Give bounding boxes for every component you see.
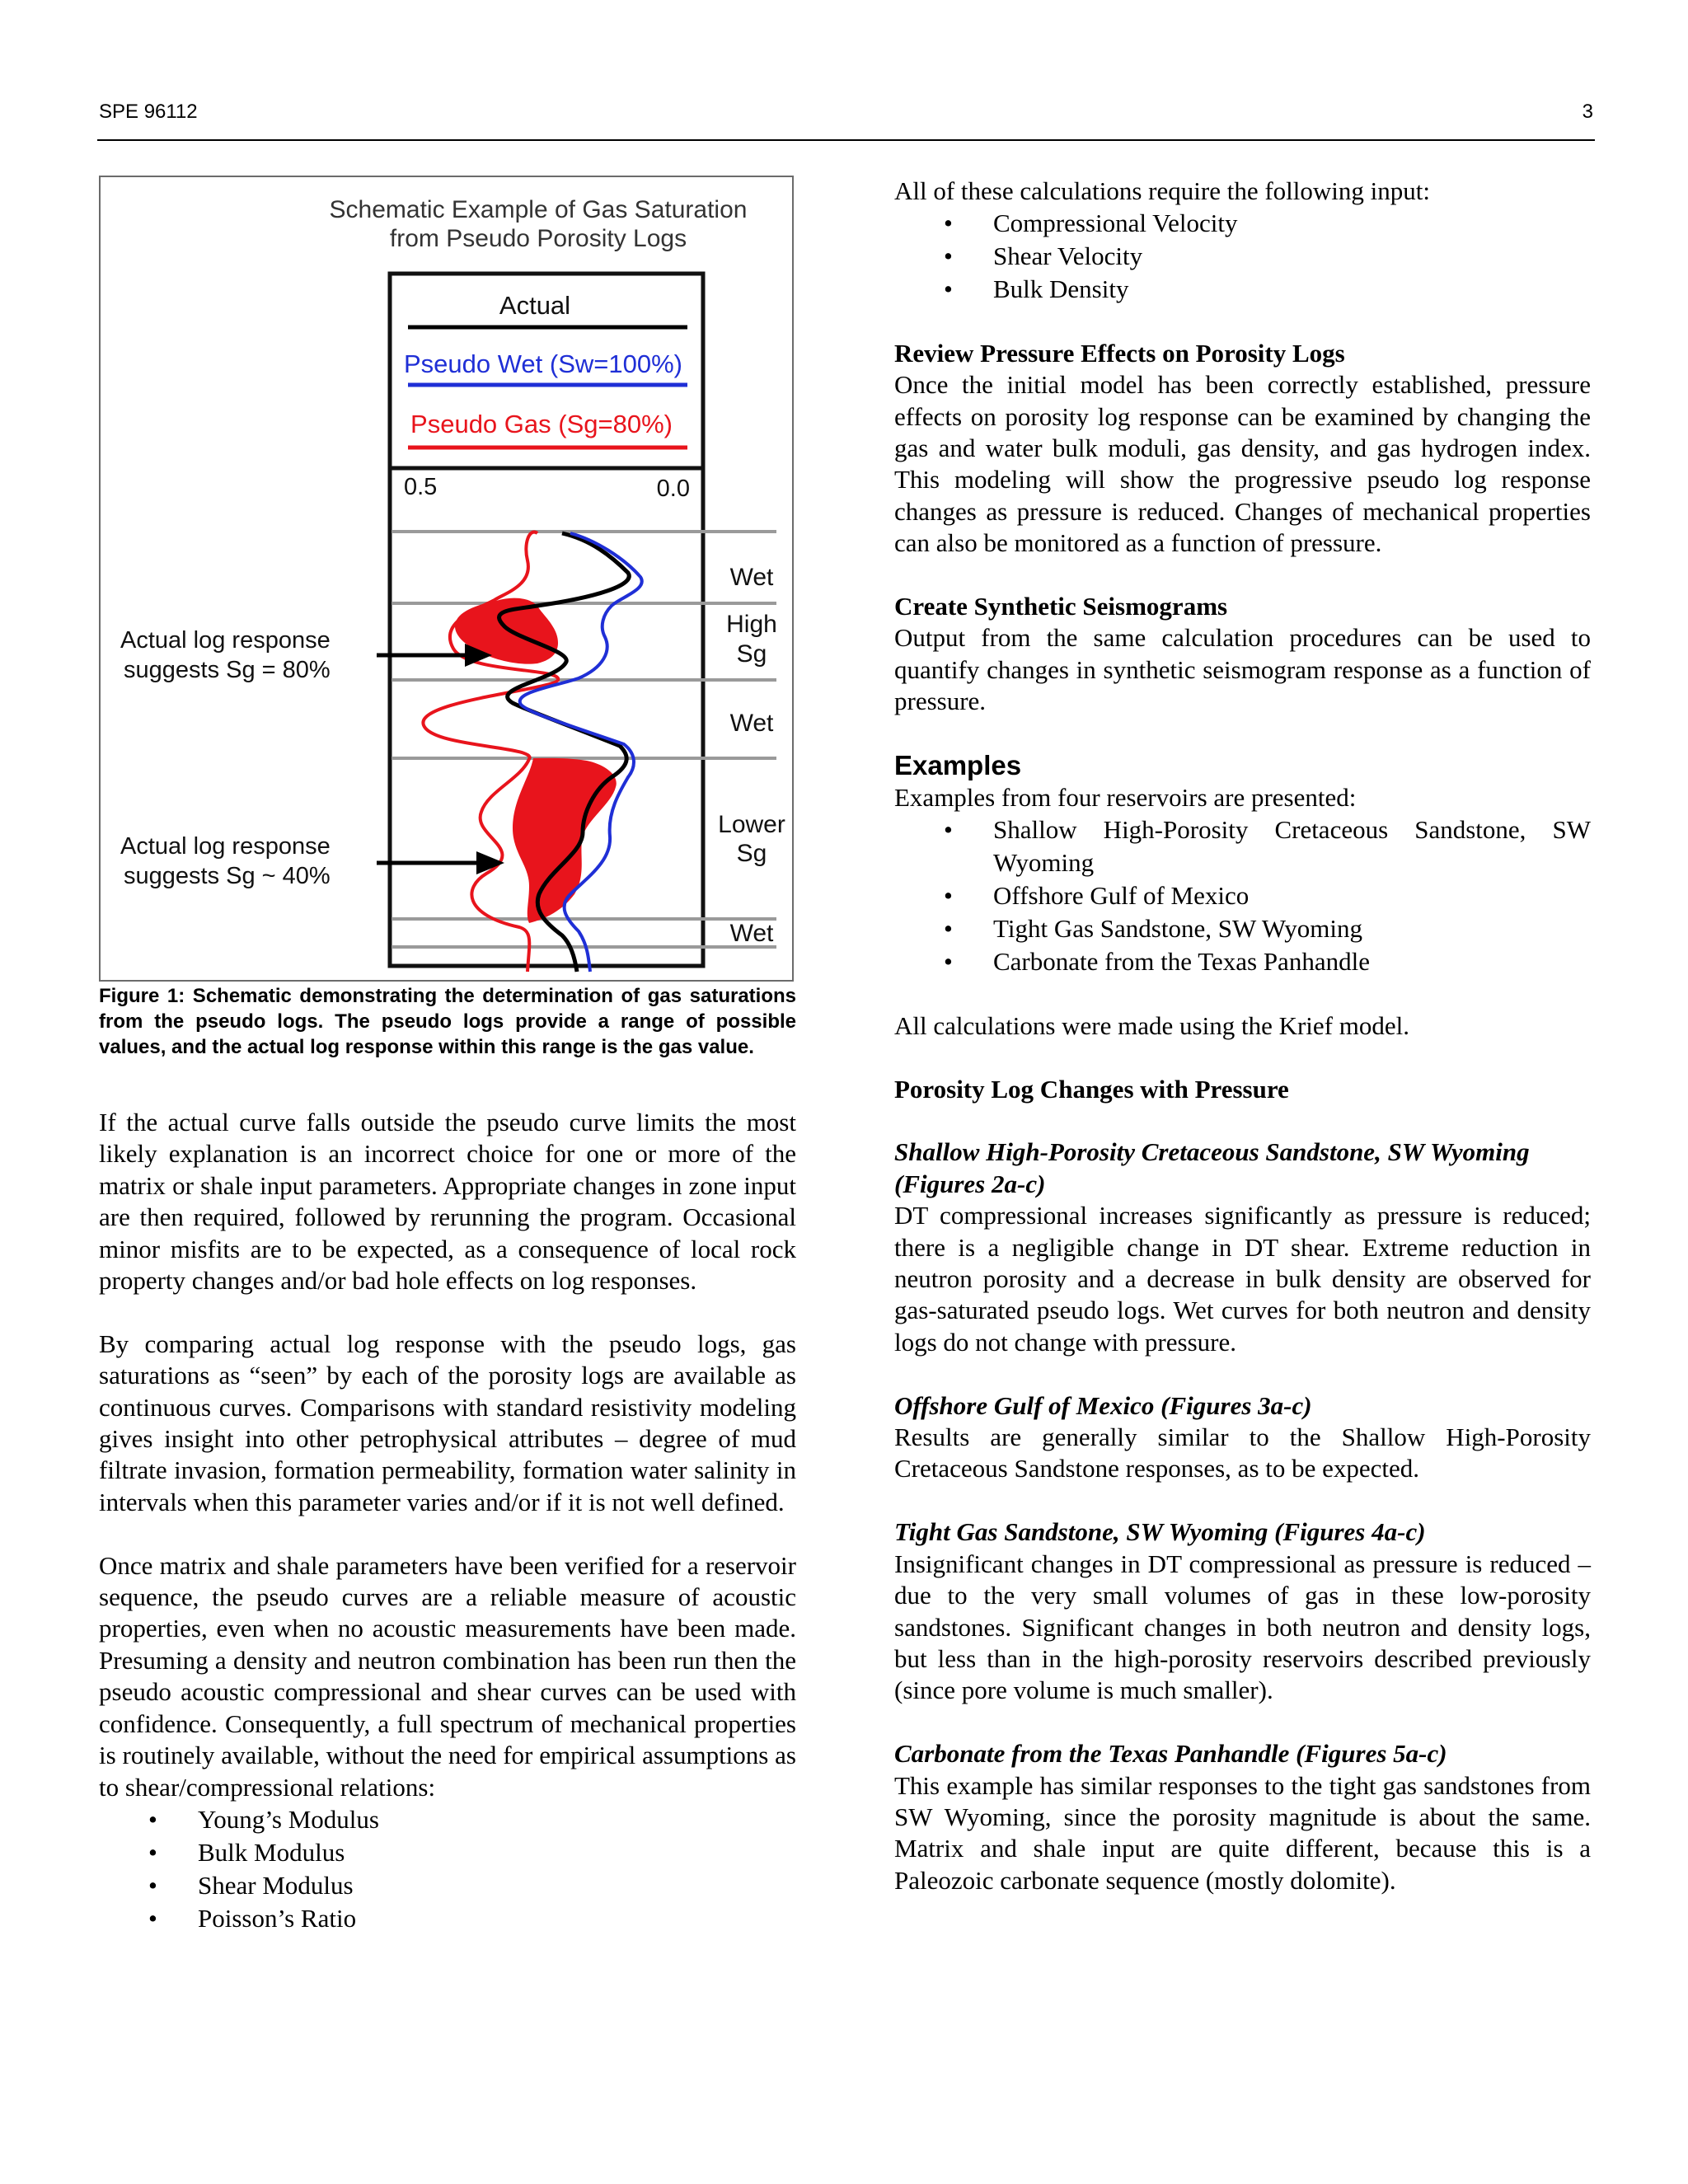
zone-label-wet-3: Wet	[729, 920, 774, 947]
zone-label-high-sg-2: Sg	[736, 640, 767, 668]
left-column	[99, 1107, 796, 1935]
scale-right-label: 0.0	[656, 476, 690, 502]
section-heading: Review Pressure Effects on Porosity Logs	[894, 338, 1345, 368]
subsection-heading: Tight Gas Sandstone, SW Wyoming (Figures 4a-c)	[894, 1517, 1426, 1547]
paragraph: Examples from four reservoirs are presented:	[894, 783, 1357, 813]
legend-actual-label: Actual	[499, 291, 571, 320]
input-list	[894, 207, 1591, 306]
subsection-heading: Offshore Gulf of Mexico (Figures 3a-c)	[894, 1390, 1312, 1420]
legend-gas-label: Pseudo Gas (Sg=80%)	[410, 410, 673, 438]
list-item: • Shear Velocity	[894, 240, 1591, 273]
list-item: • Shallow High-Porosity Cretaceous Sandstone, SW Wyoming	[894, 813, 1591, 879]
header-rule	[97, 139, 1595, 141]
zone-label-high-sg-1: High	[726, 611, 777, 638]
section-heading: Porosity Log Changes with Pressure	[894, 1074, 1289, 1104]
annotation-1-line1: Actual log response	[120, 627, 331, 654]
zone-label-lower-sg-2: Sg	[736, 840, 767, 867]
subsection-heading: Carbonate from the Texas Panhandle (Figures 5a-c)	[894, 1739, 1447, 1769]
figure-title-line2: from Pseudo Porosity Logs	[389, 225, 687, 252]
paragraph: Insignificant changes in DT compressional as pressure is reduced – due to the very small volumes of gas in these low-porosity sandstones. Significant changes in both neutron and density logs, but less than in the high-porosity reservoirs described previously (since pore volume is much smaller).	[894, 1549, 1591, 1705]
list-item: • Compressional Velocity	[894, 207, 1591, 240]
legend-wet-label: Pseudo Wet (Sw=100%)	[403, 349, 683, 378]
right-column	[894, 176, 1591, 1896]
paragraph: Once matrix and shale parameters have been verified for a reservoir sequence, the pseudo curves are a reliable measure of acoustic properties, even when no acoustic measurements have been made. Presuming a density and neutron combination has been run then the pseudo acoustic compressional and shear curves can be used with confidence. Consequently, a full spectrum of mechanical properties is routinely available, without the need for empirical assumptions as to shear/compressional relations:	[99, 1550, 796, 1802]
zone-label-wet-1: Wet	[729, 564, 774, 591]
paragraph: This example has similar responses to the tight gas sandstones from SW Wyoming, since the porosity magnitude is about the same. Matrix and shale input are quite different, because this is a Paleozoic carbonate sequence (mostly dolomite).	[894, 1770, 1591, 1895]
paragraph: Results are generally similar to the Shallow High-Porosity Cretaceous Sandstone responses, as to be expected.	[894, 1422, 1591, 1483]
list-item: • Offshore Gulf of Mexico	[894, 879, 1591, 912]
list-item: • Young’s Modulus	[99, 1803, 796, 1836]
list-item: • Tight Gas Sandstone, SW Wyoming	[894, 912, 1591, 945]
list-item: • Bulk Modulus	[99, 1836, 796, 1869]
paragraph: Output from the same calculation procedures can be used to quantify changes in synthetic seismogram response as a function of pressure.	[894, 623, 1591, 716]
examples-list	[894, 813, 1591, 978]
figure-caption: Figure 1: Schematic demonstrating the determination of gas saturations from the pseudo logs. The pseudo logs provide a range of possible values, and the actual log response within this range is the gas value.	[99, 985, 796, 1058]
scale-left-label: 0.5	[404, 474, 438, 500]
zone-label-lower-sg-1: Lower	[718, 811, 785, 838]
paragraph: All of these calculations require the following input:	[894, 176, 1430, 205]
list-item: • Bulk Density	[894, 273, 1591, 306]
zone-label-wet-2: Wet	[729, 710, 774, 737]
gas-fill-lower-sg	[513, 758, 617, 923]
paragraph: By comparing actual log response with the pseudo logs, gas saturations as “seen” by each of the porosity logs are available as continuous curves. Comparisons with standard resistivity modeling gives insight into other petrophysical attributes – degree of mud filtrate invasion, formation permeability, formation water salinity in intervals when this parameter varies and/or if it is not well defined.	[99, 1329, 796, 1516]
paragraph: All calculations were made using the Krief model.	[894, 1010, 1409, 1040]
paragraph: Once the initial model has been correctly established, pressure effects on porosity log response can be examined by changing the gas and water bulk moduli, gas density, and gas hydrogen index. This modeling will show the progressive pseudo log response changes as pressure is reduced. Changes of mechanical properties can also be monitored as a function of pressure.	[894, 370, 1591, 558]
annotation-2-line2: suggests Sg ~ 40%	[124, 863, 331, 889]
running-header: SPE 96112	[99, 101, 198, 123]
paragraph: DT compressional increases significantly as pressure is reduced; there is a negligible change in DT shear. Extreme reduction in neutron porosity and a decrease in bulk density are observed for gas-saturated pseudo logs. Wet curves for both neutron and density logs do not change with pressure.	[894, 1201, 1591, 1357]
figure-title-line1: Schematic Example of Gas Saturation	[329, 196, 748, 223]
figure-1-schematic	[101, 177, 792, 980]
section-heading: Create Synthetic Seismograms	[894, 592, 1228, 621]
mechanical-properties-list	[99, 1803, 796, 1935]
section-heading: Examples	[894, 750, 1022, 781]
page-number: 3	[1582, 101, 1593, 123]
list-item: • Poisson’s Ratio	[99, 1902, 796, 1935]
list-item: • Shear Modulus	[99, 1869, 796, 1902]
figure-1	[99, 176, 794, 982]
annotation-2-line1: Actual log response	[120, 833, 331, 860]
paragraph: If the actual curve falls outside the pseudo curve limits the most likely explanation is an incorrect choice for one or more of the matrix or shale input parameters. Appropriate changes in zone input are then required, followed by rerunning the program. Occasional minor misfits are to be expected, as a consequence of local rock property changes and/or bad hole effects on log responses.	[99, 1108, 796, 1296]
subsection-heading: Shallow High-Porosity Cretaceous Sandstone, SW Wyoming (Figures 2a-c)	[894, 1137, 1530, 1198]
list-item: • Carbonate from the Texas Panhandle	[894, 945, 1591, 978]
annotation-1-line2: suggests Sg = 80%	[124, 657, 331, 683]
